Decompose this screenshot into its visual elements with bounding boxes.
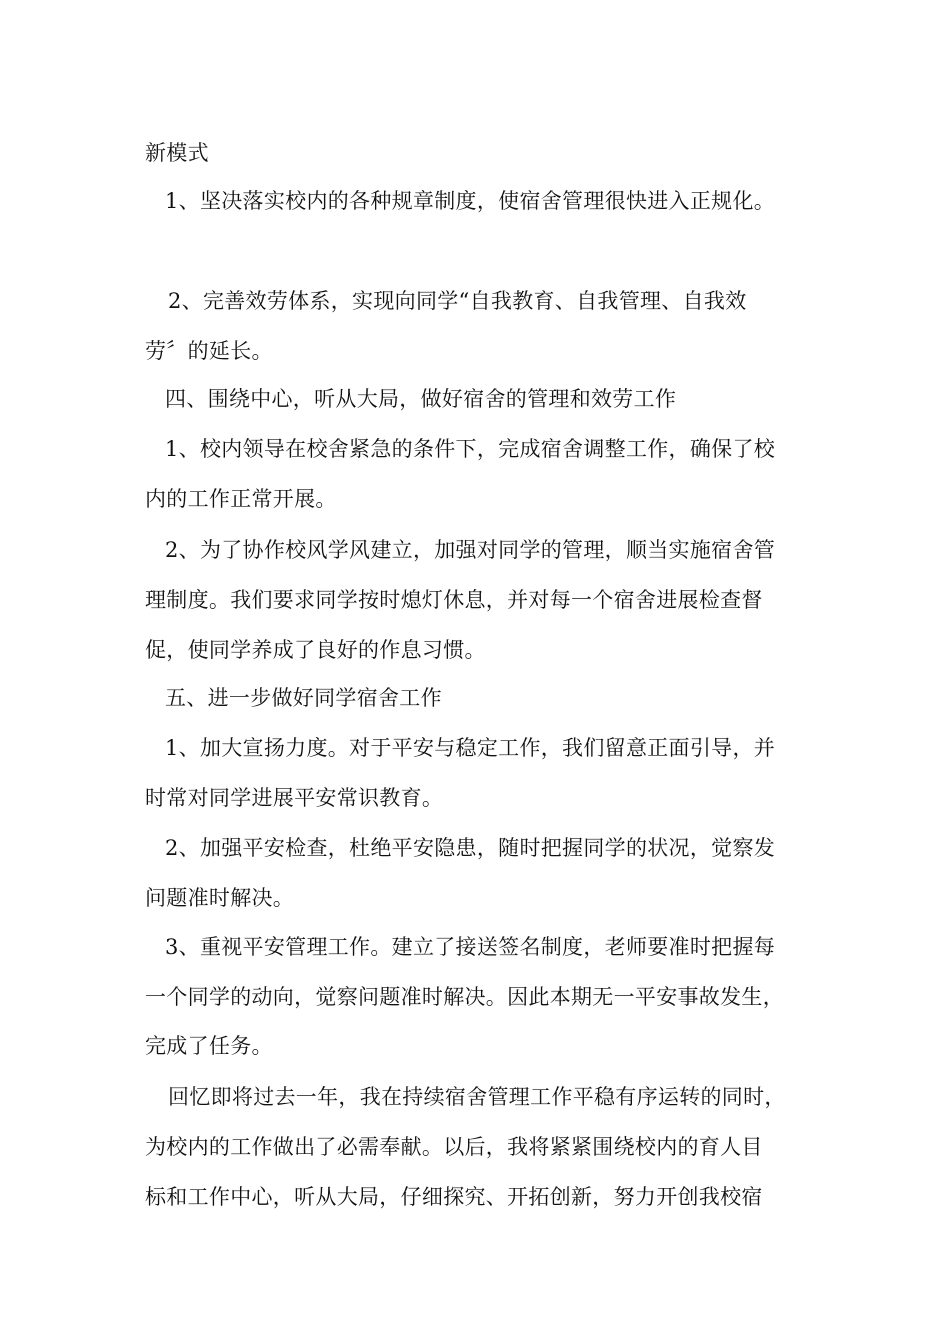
text-line: 2、为了协作校风学风建立，加强对同学的管理，顺当实施宿舍管 xyxy=(165,538,776,562)
text-line: 时常对同学进展平安常识教育。 xyxy=(145,786,444,810)
text-line: 回忆即将过去一年，我在持续宿舍管理工作平稳有序运转的同时， xyxy=(168,1085,786,1109)
text-line: 3、重视平安管理工作。建立了接送签名制度，老师要准时把握每 xyxy=(165,935,776,959)
text-line: 新模式 xyxy=(145,141,209,165)
text-line: 2、加强平安检查，杜绝平安隐患，随时把握同学的状况，觉察发 xyxy=(165,836,776,860)
section-heading: 四、围绕中心，听从大局，做好宿舍的管理和效劳工作 xyxy=(165,387,677,411)
text-line: 1、校内领导在校舍紧急的条件下，完成宿舍调整工作，确保了校 xyxy=(165,437,776,461)
text-line: 理制度。我们要求同学按时熄灯休息，并对每一个宿舍进展检查督 xyxy=(145,588,763,612)
text-line: 1、加大宣扬力度。对于平安与稳定工作，我们留意正面引导，并 xyxy=(165,736,776,760)
text-line: 2、完善效劳体系，实现向同学“自我教育、自我管理、自我效 xyxy=(168,289,747,313)
section-heading: 五、进一步做好同学宿舍工作 xyxy=(165,686,442,710)
text-line: 标和工作中心，听从大局，仔细探究、开拓创新，努力开创我校宿 xyxy=(145,1185,763,1209)
text-line: 内的工作正常开展。 xyxy=(145,487,337,511)
text-line: 促，使同学养成了良好的作息习惯。 xyxy=(145,638,486,662)
text-line: 为校内的工作做出了必需奉献。以后，我将紧紧围绕校内的育人目 xyxy=(145,1135,763,1159)
text-line: 1、坚决落实校内的各种规章制度，使宿舍管理很快进入正规化。 xyxy=(165,189,776,213)
text-line: 完成了任务。 xyxy=(145,1034,273,1058)
text-line: 问题准时解决。 xyxy=(145,886,295,910)
text-line: 一个同学的动向，觉察问题准时解决。因此本期无一平安事故发生， xyxy=(145,985,784,1009)
text-line: 劳〞的延长。 xyxy=(145,339,273,363)
